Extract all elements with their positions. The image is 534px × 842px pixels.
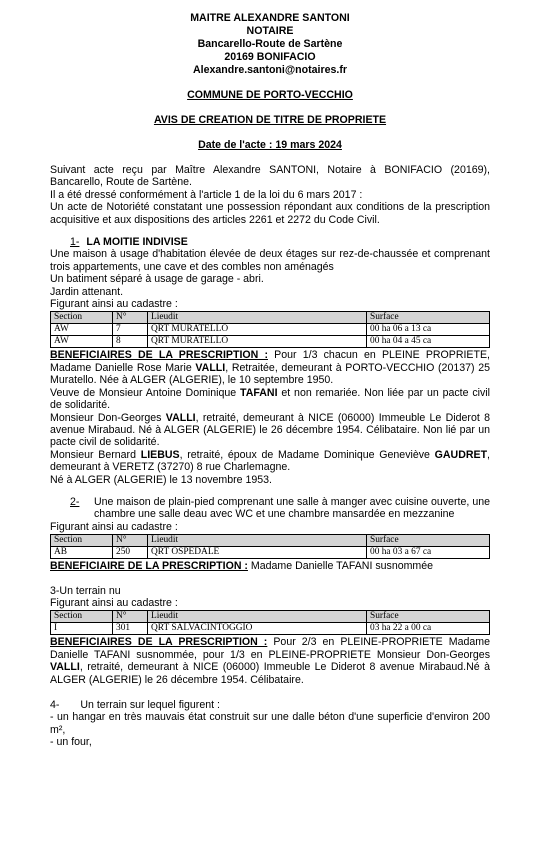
table-header-row	[51, 312, 490, 324]
lot2-benef-text: Madame Danielle TAFANI susnommée	[247, 560, 434, 573]
table-row	[51, 324, 490, 336]
notary-title: NOTAIRE	[246, 25, 294, 37]
cell-surface: 00 ha 06 a 13 ca	[367, 324, 490, 336]
col-surface: Surface	[367, 312, 490, 324]
table-row	[51, 547, 490, 559]
lot2-desc: Une maison de plain-pied comprenant une salle à manger avec cuisine ouverte, une chambre une salle deau avec WC et une chambre mansardée en mezzanine	[94, 495, 490, 521]
lot1-monsieur-valli	[50, 412, 490, 449]
lot1-figurant: Figurant ainsi au cadastre :	[50, 298, 178, 311]
lot1-benef-text-a: Pour 1/3 chacun en PLEINE PROPRIETE, Madame Danielle Rose Marie	[50, 349, 490, 374]
cell-lieudit: QRT SALVACINTOGGIO	[148, 623, 367, 635]
notary-address: Bancarello-Route de Sartène	[197, 38, 343, 50]
cell-lieudit: QRT OSPEDALE	[148, 547, 367, 559]
notary-header	[50, 12, 490, 77]
lot1-number: 1-	[70, 236, 80, 249]
lot4-heading	[50, 699, 490, 711]
lot1-m2-birth: Né à ALGER (ALGERIE) le 13 novembre 1953.	[50, 473, 272, 486]
lot3-benef-b: , retraité, demeurant à NICE (06000) Immeuble Le Diderot 8 avenue Mirabaud.Né à ALGER (ALGERIE) le 26 décembre 1954. Célibataire.	[50, 661, 490, 686]
lot3-figurant: Figurant ainsi au cadastre :	[50, 596, 178, 609]
cell-num: 250	[113, 547, 148, 559]
cell-section: AW	[51, 336, 113, 348]
col-lieudit: Lieudit	[148, 312, 367, 324]
table-header-row	[51, 535, 490, 547]
lot1-veuve	[50, 387, 490, 412]
lot4-item-1: - un hangar en très mauvais état construit sur une dalle béton d'une superficie d'environ 200 m²,	[50, 711, 490, 736]
lot1-title: LA MOITIE INDIVISE	[86, 236, 188, 249]
cell-surface: 00 ha 03 a 67 ca	[367, 547, 490, 559]
col-num: N°	[113, 535, 148, 547]
cell-section: AB	[51, 547, 113, 559]
intro-paragraph-3: Un acte de Notoriété constatant une possession répondant aux conditions de la prescription acquisitive et aux dispositions des articles 2261 et 2272 du Code Civil.	[50, 201, 490, 226]
date-line: Date de l'acte : 19 mars 2024	[198, 139, 342, 151]
lot4-title: Un terrain sur lequel figurent :	[80, 699, 220, 711]
col-lieudit: Lieudit	[148, 535, 367, 547]
cell-lieudit: QRT MURATELLO	[148, 336, 367, 348]
lot1-desc-3: Jardin attenant.	[50, 285, 124, 298]
lot3-benef-a: Pour 2/3 en PLEINE-PROPRIETE Madame Danielle TAFANI susnommée, pour 1/3 en PLEINE-PROPRIETE Monsieur Don-Georges	[50, 636, 490, 661]
lot3-benef-name: VALLI	[50, 661, 80, 674]
lot1-veuve-b: et non remariée. Non liée par un pacte civil de solidarité.	[50, 386, 490, 412]
cell-num: 301	[113, 623, 148, 635]
col-num: N°	[113, 312, 148, 324]
lot3-cadastre-table	[50, 610, 490, 635]
col-section: Section	[51, 312, 113, 324]
lot1-m2-name: LIEBUS	[140, 448, 180, 461]
cell-surface: 00 ha 04 a 45 ca	[367, 336, 490, 348]
lot2-cadastre-table	[50, 534, 490, 559]
lot1-benef-name: VALLI	[195, 361, 226, 374]
notice-page	[50, 12, 490, 749]
lot3-beneficiaires	[50, 636, 490, 686]
lot1-m1-b: , retraité, demeurant à NICE (06000) Immeuble Le Diderot 8 avenue Mirabaud. Né à ALGER (ALGERIE) le 26 décembre 1954. Célibataire. Non lié par un pacte civil de solidarité.	[50, 411, 490, 449]
notary-email: Alexandre.santoni@notaires.fr	[193, 64, 347, 76]
col-surface: Surface	[367, 535, 490, 547]
cell-num: 7	[113, 324, 148, 336]
lot1-m1-a: Monsieur Don-Georges	[50, 411, 166, 424]
lot2-figurant: Figurant ainsi au cadastre :	[50, 520, 178, 533]
lot1-veuve-a: Veuve de Monsieur Antoine Dominique	[50, 386, 241, 399]
cell-section: AW	[51, 324, 113, 336]
cell-surface: 03 ha 22 a 00 ca	[367, 623, 490, 635]
notary-name: MAITRE ALEXANDRE SANTONI	[190, 12, 350, 24]
notary-city: 20169 BONIFACIO	[224, 51, 316, 63]
table-header-row	[51, 611, 490, 623]
cell-lieudit: QRT MURATELLO	[148, 324, 367, 336]
intro-paragraph-2: Il a été dressé conformément à l'article 1 de la loi du 6 mars 2017 :	[50, 188, 363, 201]
col-surface: Surface	[367, 611, 490, 623]
lot1-m2-name2: GAUDRET	[434, 448, 488, 461]
table-row	[51, 623, 490, 635]
lot1-benef-label: BENEFICIAIRES DE LA PRESCRIPTION :	[50, 349, 268, 362]
lot1-m1-name: VALLI	[165, 411, 196, 424]
table-row	[51, 336, 490, 348]
lot1-cadastre-table	[50, 311, 490, 348]
lot2-number: 2-	[70, 495, 80, 508]
cell-num: 8	[113, 336, 148, 348]
col-section: Section	[51, 535, 113, 547]
lot3-benef-label: BENEFICIAIRES DE LA PRESCRIPTION :	[50, 636, 268, 649]
lot1-veuve-name: TAFANI	[240, 386, 278, 399]
col-lieudit: Lieudit	[148, 611, 367, 623]
lot2-heading	[50, 496, 490, 521]
lot1-beneficiaires	[50, 349, 490, 386]
cell-section: I	[51, 623, 113, 635]
col-section: Section	[51, 611, 113, 623]
intro-block	[50, 164, 490, 226]
lot1-benef-text-b: , Retraitée, demeurant à PORTO-VECCHIO (20137) 25 Muratello. Née à ALGER (ALGERIE), le 10 septembre 1950.	[50, 361, 490, 387]
lot1-desc-1: Une maison à usage d'habitation élevée de deux étages sur rez-de-chaussée et comprenant trois appartements, une cave et des combles non aménagés	[50, 248, 490, 273]
lot2-benef-label: BENEFICIAIRE DE LA PRESCRIPTION :	[50, 560, 248, 573]
lot1-monsieur-liebus	[50, 449, 490, 474]
lot1-desc-2: Un batiment séparé à usage de garage - abri.	[50, 273, 264, 286]
lot1-m2-c: , demeurant à VERETZ (37270) 8 rue Charlemagne.	[50, 448, 490, 474]
lot1-m2-a: Monsieur Bernard	[50, 448, 141, 461]
lot2-beneficiaire	[50, 560, 490, 572]
lot1-m2-b: , retraité, époux de Madame Dominique Geneviève	[179, 448, 435, 461]
lot1-heading	[50, 236, 490, 248]
lot4-number: 4-	[50, 699, 60, 711]
lot4-item-2: - un four,	[50, 736, 92, 749]
col-num: N°	[113, 611, 148, 623]
avis-title: AVIS DE CREATION DE TITRE DE PROPRIETE	[153, 114, 387, 126]
intro-paragraph-1: Suivant acte reçu par Maître Alexandre SANTONI, Notaire à BONIFACIO (20169), Bancarello, Route de Sartène.	[50, 164, 490, 189]
lot3-title: 3-Un terrain nu	[50, 584, 121, 597]
commune-heading: COMMUNE DE PORTO-VECCHIO	[187, 89, 353, 101]
